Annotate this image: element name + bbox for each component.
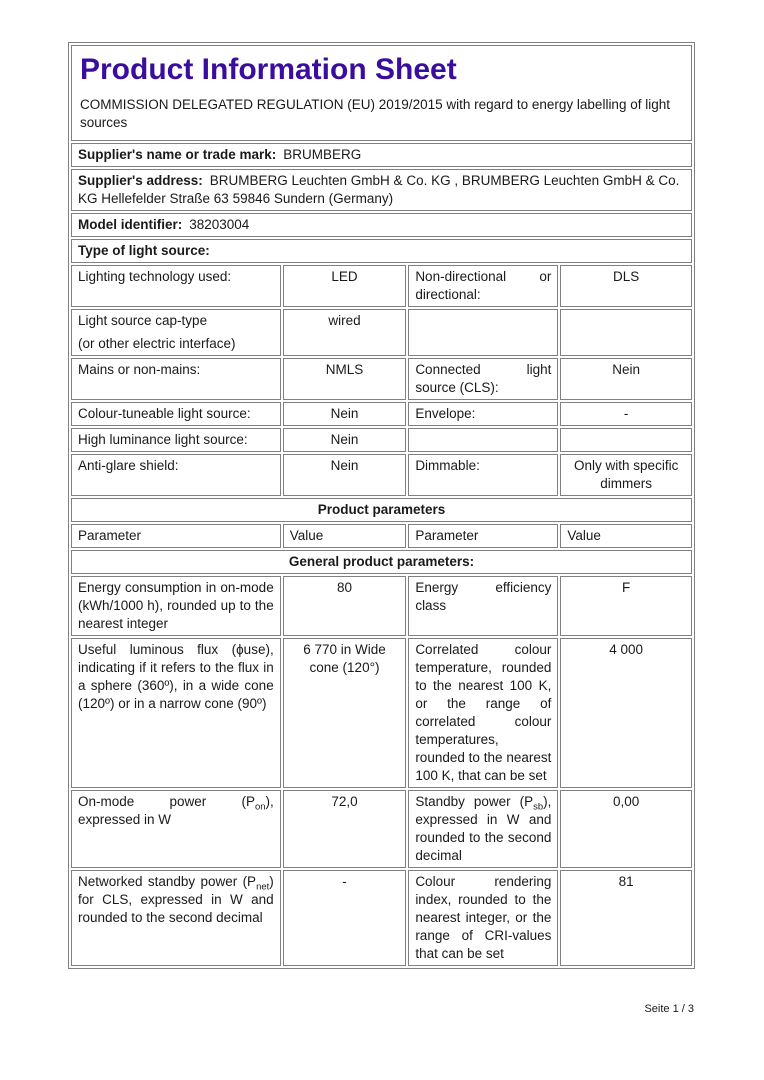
supplier-name-value: BRUMBERG <box>283 147 362 162</box>
table-row <box>71 790 692 868</box>
value-cell: 4 000 <box>560 638 692 788</box>
general-product-parameters-band <box>71 550 692 574</box>
table-row <box>71 265 692 307</box>
supplier-address-label: Supplier's address: <box>78 173 203 188</box>
param-cell <box>408 428 558 452</box>
value-cell: 6 770 in Wide cone (120°) <box>283 638 407 788</box>
value-cell: Nein <box>560 358 692 400</box>
param-cell: Colour-tuneable light source: <box>71 402 281 426</box>
value-cell: Only with specific dimmers <box>560 454 692 496</box>
type-of-light-source-band-label: Type of light source: <box>71 239 692 263</box>
value-cell: 72,0 <box>283 790 407 868</box>
parameter-header-cell: Parameter <box>408 524 558 548</box>
param-cell: Lighting technology used: <box>71 265 281 307</box>
table-row <box>71 358 692 400</box>
table-row <box>71 402 692 426</box>
value-cell: - <box>560 402 692 426</box>
supplier-name-label: Supplier's name or trade mark: <box>78 147 277 162</box>
value-cell <box>560 309 692 356</box>
value-cell: F <box>560 576 692 636</box>
table-row <box>71 454 692 496</box>
param-cell: On-mode power $(P_{on})$, expressed in W <box>71 790 281 868</box>
table-row <box>71 428 692 452</box>
value-cell: LED <box>283 265 407 307</box>
param-cell: Mains or non-mains: <box>71 358 281 400</box>
param-cell: Dimmable: <box>408 454 558 496</box>
product-info-table <box>68 42 695 969</box>
param-cell: Correlated colour temperature, rounded to the nearest 100 K, or the range of correlated colour temperatures, rounded to the nearest 100 K, that can be set <box>408 638 558 788</box>
supplier-address-cell <box>71 169 692 211</box>
type-of-light-source-band <box>71 239 692 263</box>
parameter-header-cell: Parameter <box>71 524 281 548</box>
table-row <box>71 309 692 356</box>
param-cell: Energy consumption in on-mode (kWh/1000 h), rounded up to the nearest integer <box>71 576 281 636</box>
param-cell: Useful luminous flux (ϕuse), indicating if it refers to the flux in a sphere (360º), in a wide cone (120º) or in a narrow cone (90º) <box>71 638 281 788</box>
model-identifier-row <box>71 213 692 237</box>
value-header-cell: Value <box>560 524 692 548</box>
value-cell: 81 <box>560 870 692 966</box>
regulation-subtitle: COMMISSION DELEGATED REGULATION (EU) 2019/2015 with regard to energy labelling of light sources <box>80 97 670 130</box>
value-cell: Nein <box>283 428 407 452</box>
value-cell: NMLS <box>283 358 407 400</box>
page-number: Seite 1 / 3 <box>644 1003 694 1015</box>
param-cell: Energy efficiency class <box>408 576 558 636</box>
param-cell: Envelope: <box>408 402 558 426</box>
model-identifier-value: 38203004 <box>189 217 250 232</box>
model-identifier-cell <box>71 213 692 237</box>
supplier-name-cell <box>71 143 692 167</box>
param-cell: Standby power $(P_{sb})$, expressed in W and rounded to the second decimal <box>408 790 558 868</box>
table-row <box>71 870 692 966</box>
param-cell: High luminance light source: <box>71 428 281 452</box>
value-cell: - <box>283 870 407 966</box>
supplier-address-row <box>71 169 692 211</box>
value-cell: Nein <box>283 402 407 426</box>
model-identifier-label: Model identifier: <box>78 217 183 232</box>
param-cell: Colour rendering index, rounded to the nearest integer, or the range of CRI-values that can be set <box>408 870 558 966</box>
param-value-header <box>71 524 692 548</box>
param-cell: Networked standby power $(P_{net})$ for CLS, expressed in W and rounded to the second decimal <box>71 870 281 966</box>
supplier-name-row <box>71 143 692 167</box>
value-header-cell: Value <box>283 524 407 548</box>
product-parameters-band <box>71 498 692 522</box>
param-cell: Light source cap-type (or other electric interface) <box>71 309 281 356</box>
table-row <box>71 576 692 636</box>
value-cell: 80 <box>283 576 407 636</box>
table-row <box>71 638 692 788</box>
supplier-address-value: BRUMBERG Leuchten GmbH & Co. KG , BRUMBERG Leuchten GmbH & Co. KG Hellefelder Straße 63 59846 Sundern (Germany) <box>78 173 680 206</box>
value-cell: 0,00 <box>560 790 692 868</box>
product-parameters-band-label: Product parameters <box>71 498 692 522</box>
param-cell: Connected light source (CLS): <box>408 358 558 400</box>
value-cell: Nein <box>283 454 407 496</box>
value-cell: wired <box>283 309 407 356</box>
value-cell <box>560 428 692 452</box>
param-cell: Non-directional or directional: <box>408 265 558 307</box>
title-row <box>71 45 692 141</box>
value-cell: DLS <box>560 265 692 307</box>
title-block <box>71 45 692 141</box>
param-cell: Anti-glare shield: <box>71 454 281 496</box>
param-cell <box>408 309 558 356</box>
general-product-parameters-band-label: General product parameters: <box>71 550 692 574</box>
page-title: Product Information Sheet <box>80 53 457 86</box>
